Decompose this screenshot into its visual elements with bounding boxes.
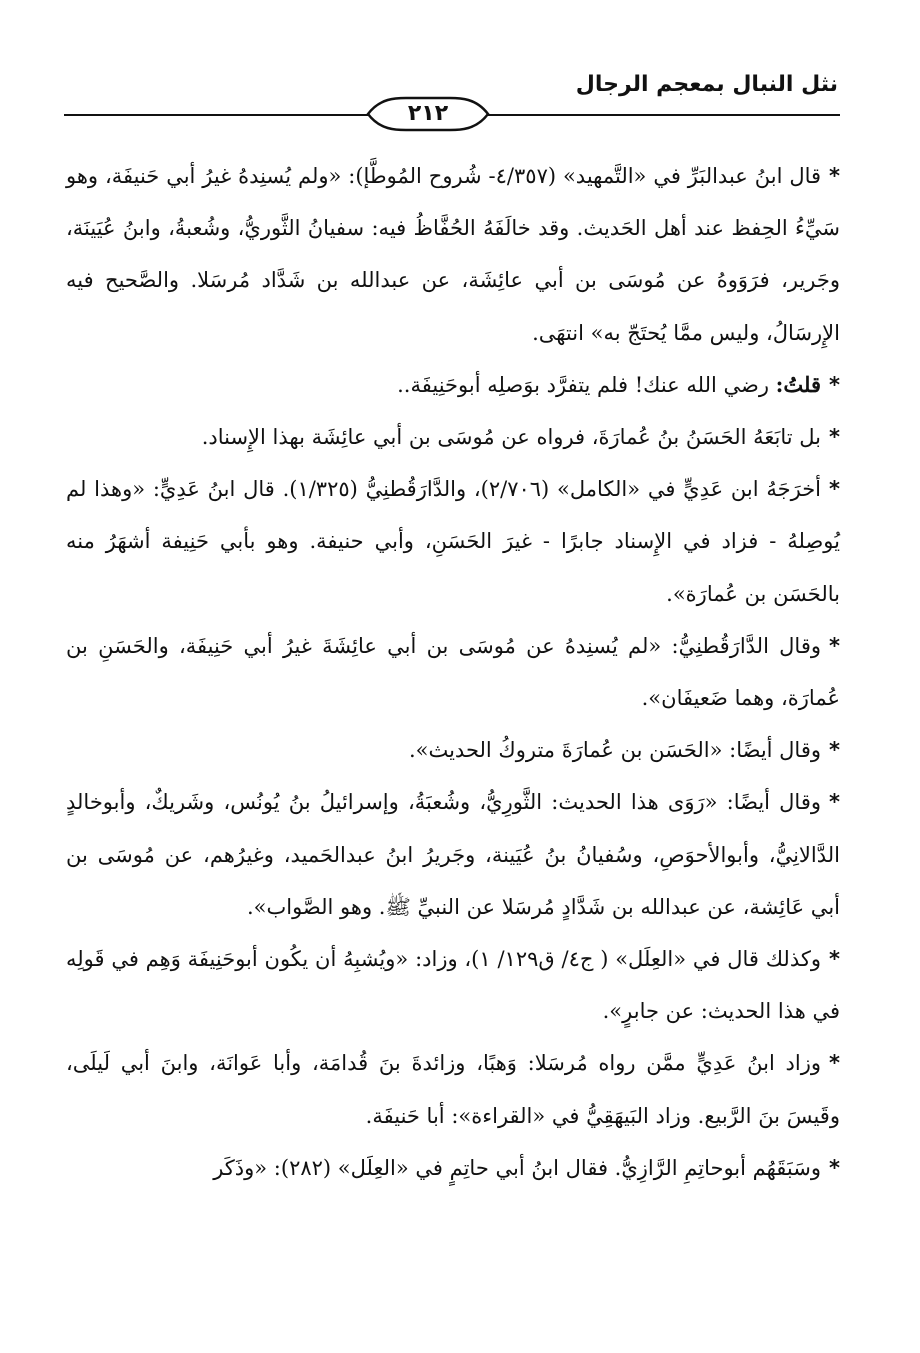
paragraph-9 — [66, 1037, 840, 1141]
star-marker: * — [829, 372, 840, 397]
paragraph-3 — [66, 411, 840, 463]
paragraph-text: وسَبَقَهُم أبوحاتِمِ الرَّازِيُّ. فقال ابنُ أبي حاتِمٍ في «العِلَل» (٢٨٢): «وذَكَر — [213, 1155, 822, 1180]
paragraph-6 — [66, 724, 840, 776]
star-marker: * — [829, 947, 840, 972]
star-marker: * — [829, 477, 840, 502]
star-marker: * — [829, 790, 840, 815]
running-title: نثل النبال بمعجم الرجال — [575, 72, 838, 97]
paragraph-1 — [66, 150, 840, 359]
paragraph-text: قال ابنُ عبدالبَرِّ في «التَّمهيد» (٤/٣٥٧- شُروح المُوطَّإ): «ولم يُسنِدهُ غيرُ أبي حَنيفَة، وهو سَيِّءُ الحِفظ عند أهل الحَديث. وقد خالَفَهُ الحُفَّاظُ فيه: سفيانُ الثَّوريُّ، وشُعبةُ، وابنُ عُيَينَة، وجَرير، فرَوَوهُ عن مُوسَى بن أبي عائِشَة، عن عبدالله بن شَدَّاد مُرسَلا. والصَّحيح فيه الإِرسَالُ، وليس ممَّا يُحتَجّ به» انتهَى. — [66, 164, 840, 345]
paragraph-4 — [66, 463, 840, 620]
star-marker: * — [829, 738, 840, 763]
star-marker: * — [829, 633, 840, 658]
paragraph-text: وزاد ابنُ عَدِيٍّ ممَّن رواه مُرسَلا: وَهبًا، وزائدةَ بنَ قُدامَة، وأبا عَوانَة، وابنَ أبي لَيلَى، وقَيسَ بنَ الرَّبيع. وزاد البَيهَقِيُّ في «القراءة»: أبا حَنيفَة. — [66, 1051, 840, 1128]
star-marker: * — [829, 1051, 840, 1076]
paragraph-text: وكذلك قال في «العِلَل» ( ج٤/ ق١٢٩/ ١)، وزاد: «ويُشبِهُ أن يكُون أبوحَنِيفَة وَهِم في قَولِه في هذا الحديث: عن جابرٍ». — [66, 947, 840, 1024]
paragraph-text: رضي الله عنك! فلم يتفرَّد بوَصلِه أبوحَنِيفَة.. — [397, 372, 776, 397]
paragraph-8 — [66, 933, 840, 1037]
body-text — [66, 150, 840, 1194]
paragraph-7 — [66, 776, 840, 933]
paragraph-text: وقال أيضًا: «الحَسَن بن عُمارَةَ متروكُ الحديث». — [408, 738, 822, 763]
paragraph-lead: قلتُ: — [775, 371, 822, 397]
paragraph-text: بل تابَعَهُ الحَسَنُ بنُ عُمارَةَ، فرواه عن مُوسَى بن أبي عائِشَة بهذا الإِسناد. — [201, 425, 822, 450]
paragraph-10 — [66, 1142, 840, 1194]
paragraph-text: وقال أيضًا: «رَوَى هذا الحديث: الثَّورِيُّ، وشُعبَةُ، وإسرائيلُ بنُ يُونُس، وشَريكٌ، وأبوخالدٍ الدَّالانِيُّ، وأبوالأحوَصِ، وسُفيانُ بنُ عُيَينة، وجَريرُ ابنُ عبدالحَميد، وغيرُهم، عن مُوسَى بن أبي عَائِشة، عن عبدالله بن شَدَّادٍ مُرسَلا عن النبيِّ ﷺ. وهو الصَّواب». — [66, 790, 840, 919]
paragraph-text: وقال الدَّارَقُطنِيُّ: «لم يُسنِدهُ عن مُوسَى بن أبي عائِشَةَ غيرُ أبي حَنِيفَة، والحَسَنِ بن عُمارَة، وهما ضَعيفَان». — [66, 633, 840, 711]
star-marker: * — [829, 1155, 840, 1180]
page-number-frame — [366, 96, 490, 132]
paragraph-2 — [66, 359, 840, 411]
paragraph-text: أخرَجَهُ ابن عَدِيٍّ في «الكامل» (٢/٧٠٦)، والدَّارَقُطنِيُّ (١/٣٢٥). قال ابنُ عَدِيٍّ: «وهذا لم يُوصِلهُ - فزاد في الإِسناد جابرًا - غيرَ الحَسَنِ، وأبي حنيفة. وهو بأبي حَنِيفة أشهَرُ منه بالحَسَن بن عُمارَة». — [66, 477, 840, 606]
paragraph-5 — [66, 620, 840, 724]
star-marker: * — [829, 164, 840, 188]
star-marker: * — [829, 425, 840, 450]
page-number: ٢١٢ — [407, 101, 449, 126]
